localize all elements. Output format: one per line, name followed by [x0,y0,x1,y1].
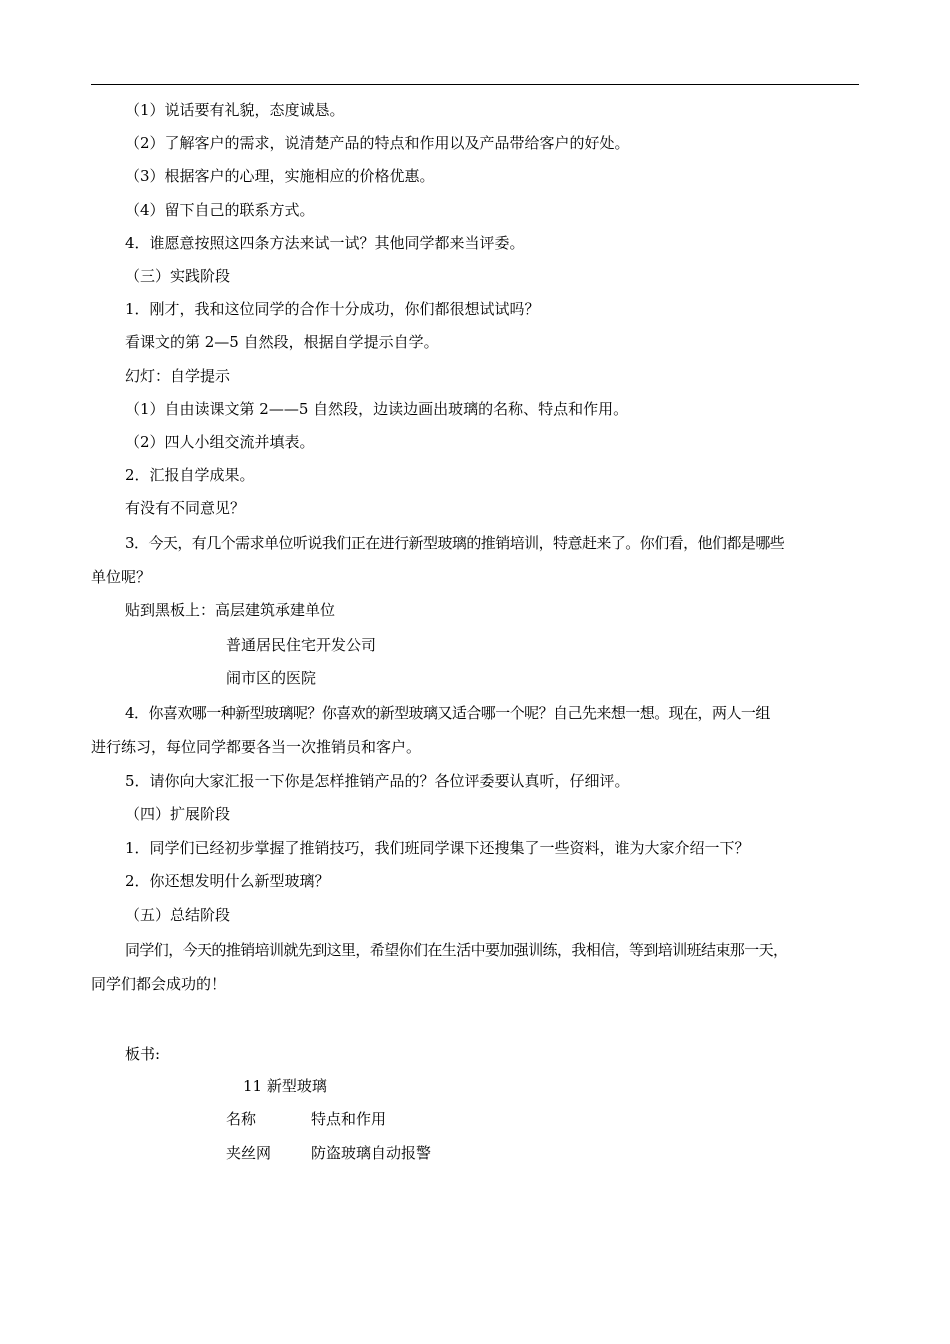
text-line: （1）自由读课文第 2——5 自然段，边读边画出玻璃的名称、特点和作用。 [125,400,629,418]
text-line: 4．谁愿意按照这四条方法来试一试？其他同学都来当评委。 [125,234,525,252]
text-line: 贴到黑板上：高层建筑承建单位 [125,601,336,619]
text-line: 闹市区的医院 [226,669,317,687]
board-title: 11 新型玻璃 [243,1077,327,1095]
board-col1-header: 名称 [226,1110,257,1128]
text-line: （4）留下自己的联系方式。 [125,201,315,219]
section-heading: （三）实践阶段 [125,267,231,285]
section-heading: （五）总结阶段 [125,906,231,924]
text-line: 2．你还想发明什么新型玻璃？ [125,872,330,890]
text-line: 看课文的第 2—5 自然段，根据自学提示自学。 [125,333,439,351]
text-line: 4．你喜欢哪一种新型玻璃呢？你喜欢的新型玻璃又适合哪一个呢？自己先来想一想。现在，两人一组 [125,704,770,722]
text-line: 普通居民住宅开发公司 [226,636,377,654]
board-col2-header: 特点和作用 [311,1110,387,1128]
text-line: 5．请你向大家汇报一下你是怎样推销产品的？各位评委要认真听，仔细评。 [125,772,630,790]
board-row1-col1: 夹丝网 [226,1144,272,1162]
text-line: （3）根据客户的心理，实施相应的价格优惠。 [125,167,435,185]
board-label: 板书: [125,1045,161,1063]
header-rule [91,84,859,85]
text-line: （1）说话要有礼貌，态度诚恳。 [125,101,345,119]
text-line: （2）四人小组交流并填表。 [125,433,315,451]
board-row1-col2: 防盗玻璃自动报警 [311,1144,432,1162]
section-heading: （四）扩展阶段 [125,805,231,823]
text-line: 3．今天，有几个需求单位听说我们正在进行新型玻璃的推销培训，特意赶来了。你们看，他们都是哪些 [125,534,785,552]
text-line: 幻灯：自学提示 [125,367,231,385]
text-line: 1．同学们已经初步掌握了推销技巧，我们班同学课下还搜集了一些资料，谁为大家介绍一下？ [125,839,750,857]
text-line: 单位呢？ [91,568,152,586]
text-line: 1．刚才，我和这位同学的合作十分成功，你们都很想试试吗？ [125,300,540,318]
text-line: 同学们都会成功的！ [91,975,227,993]
text-line: 同学们，今天的推销培训就先到这里，希望你们在生活中要加强训练，我相信，等到培训班结束那一天， [125,941,788,959]
text-line: 2．汇报自学成果。 [125,466,255,484]
text-line: （2）了解客户的需求，说清楚产品的特点和作用以及产品带给客户的好处。 [125,134,630,152]
text-line: 进行练习，每位同学都要各当一次推销员和客户。 [91,738,422,756]
text-line: 有没有不同意见？ [125,499,246,517]
